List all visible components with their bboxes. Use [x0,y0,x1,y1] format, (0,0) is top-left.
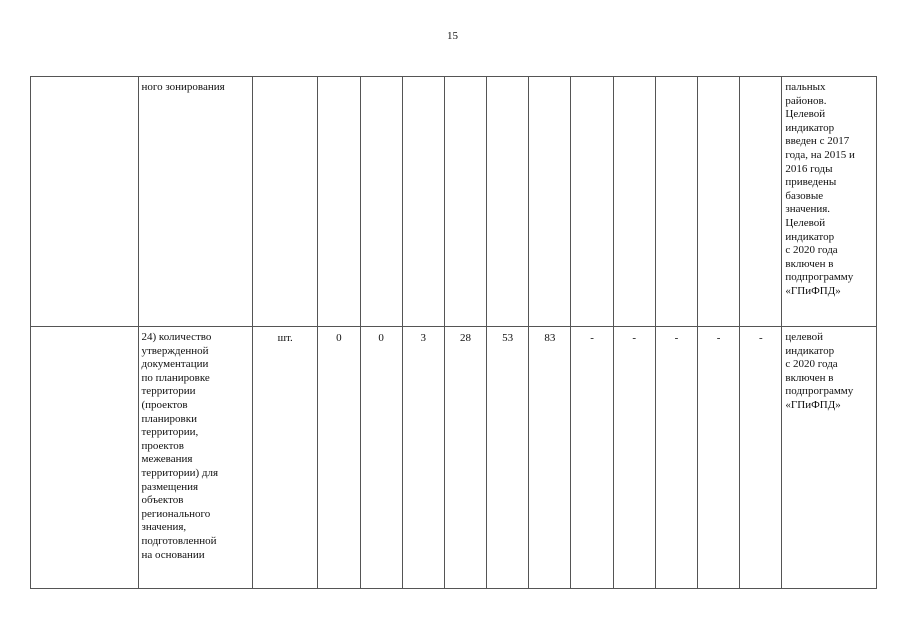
empty-cell [31,77,139,327]
table-row [31,327,877,589]
note-cell: пальных районов. Целевой индикатор введен с 2017 года, на 2015 и 2016 годы приведены базовые значения. Целевой индикатор с 2020 года включен в подпрограмму «ГПиФПД» [782,77,877,327]
indicator-table [30,76,877,589]
value-cell: - [571,327,613,589]
table-row [31,77,877,327]
unit-cell [253,77,318,327]
value-cell [402,77,444,327]
value-cell [613,77,655,327]
value-cell [740,77,782,327]
unit-cell: шт. [253,327,318,589]
page-number: 15 [447,30,458,42]
indicator-name: 24) количество утвержденной документации по планировке территории (проектов планировки территории, проектов межевания территории) для размещения объектов регионального значения, подготовленной на основании [138,327,253,589]
value-cell [698,77,740,327]
value-cell [318,77,360,327]
value-cell [487,77,529,327]
value-cell: - [740,327,782,589]
value-cell: - [613,327,655,589]
value-cell [360,77,402,327]
value-cell: 0 [318,327,360,589]
value-cell: 83 [529,327,571,589]
value-cell: 28 [444,327,486,589]
note-cell: целевой индикатор с 2020 года включен в подпрограмму «ГПиФПД» [782,327,877,589]
value-cell: 3 [402,327,444,589]
value-cell: 53 [487,327,529,589]
value-cell: - [698,327,740,589]
value-cell [571,77,613,327]
empty-cell [31,327,139,589]
value-cell: 0 [360,327,402,589]
value-cell [529,77,571,327]
value-cell: - [655,327,697,589]
value-cell [444,77,486,327]
value-cell [655,77,697,327]
indicator-name: ного зонирования [138,77,253,327]
